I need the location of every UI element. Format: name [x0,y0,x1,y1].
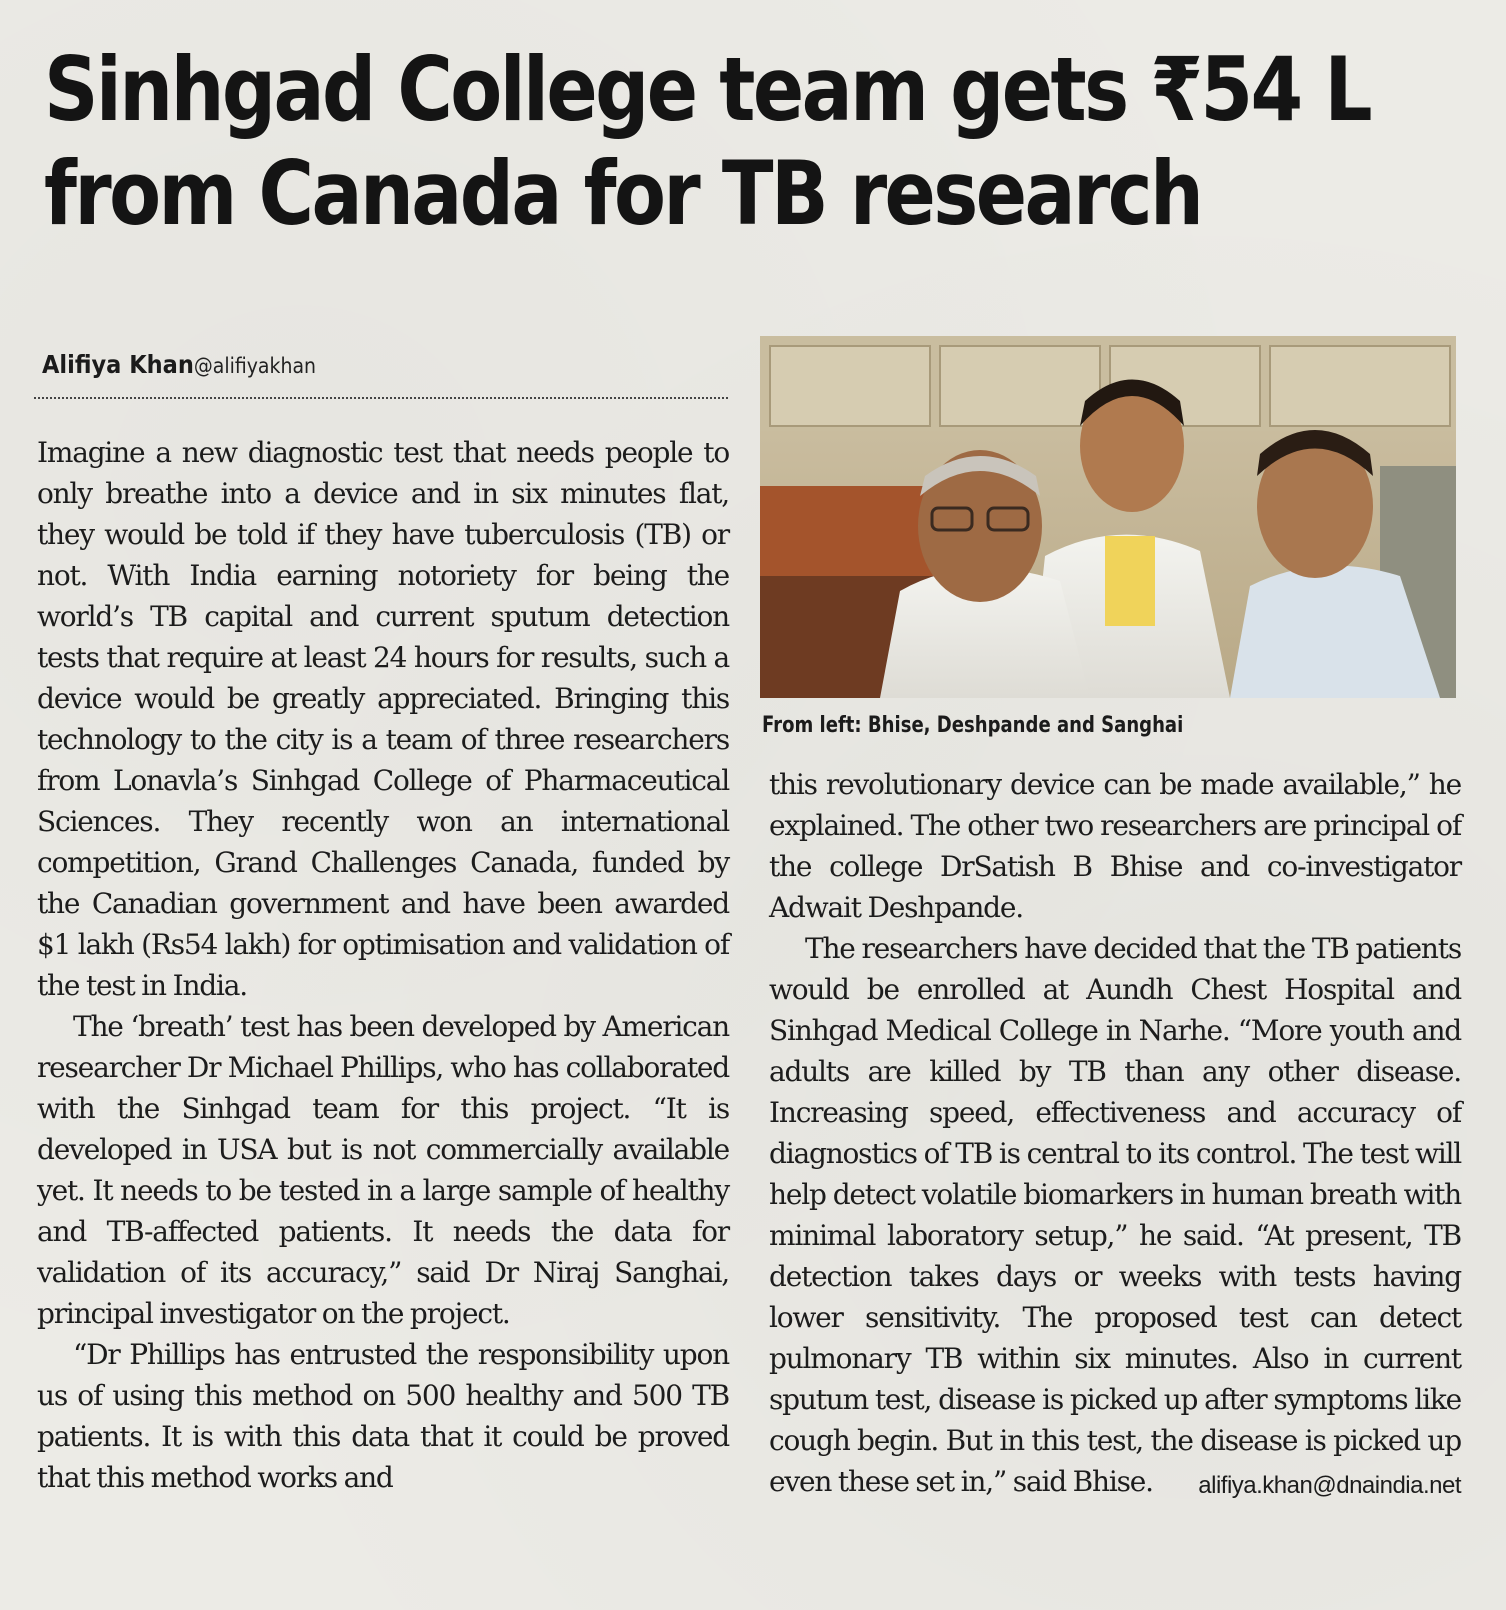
article-photo [760,336,1456,698]
researchers-photo-image [760,336,1456,698]
byline-divider [34,397,728,399]
headline-line-2: from Canada for TB research [44,142,1202,245]
paragraph-3-start: “Dr Phillips has entrusted the responsibility upon us of using this method on 500 healthy and 500 TB patients. It is with this data that it could be proved that this method works and [37,1338,729,1494]
paragraph-1: Imagine a new diagnostic test that needs people to only breathe into a device and in six minutes flat, they would be told if they have tuberculosis (TB) or not. With India earning notoriety for being the world’s TB capital and current sputum detection tests that require at least 24 hours for results, such a device would be greatly appreciated. Bringing this technology to the city is a team of three researchers from Lonavla’s Sinhgad College of Pharmaceutical Sciences. They recently won an international competition, Grand Challenges Canada, funded by the Canadian government and have been awarded $1 lakh (Rs54 lakh) for optimisation and validation of the test in India. [37,436,729,1002]
paragraph-3-end: this revolutionary device can be made available,” he explained. The other two researchers are principal of the college DrSatish B Bhise and co-investigator Adwait Deshpande. [769,768,1461,924]
article-column-right [769,764,1461,1506]
paragraph-4-text: The researchers have decided that the TB patients would be enrolled at Aundh Chest Hospital and Sinhgad Medical College in Narhe. “More youth and adults are killed by TB than any other disease. Increasing speed, effectiveness and accuracy of diagnostics of TB is central to its control. The test will help detect volatile biomarkers in human breath with minimal laboratory setup,” he said. “At present, TB detection takes days or weeks with tests having lower sensitivity. The proposed test can detect pulmonary TB within six minutes. Also in current sputum test, disease is picked up after symptoms like cough begin. But in this test, the disease is picked up even these set in,” said Bhise. [769,932,1461,1498]
headline [44,38,1370,246]
author-email: alifiya.khan@dnaindia.net [1198,1472,1461,1499]
paragraph-2: The ‘breath’ test has been developed by American researcher Dr Michael Phillips, who has collaborated with the Sinhgad team for this project. “It is developed in USA but is not commercially available yet. It needs to be tested in a large sample of healthy and TB-affected patients. It needs the data for validation of its accuracy,” said Dr Niraj Sanghai, principal investigator on the project. [37,1010,729,1330]
article-column-left [37,432,729,1498]
byline [42,350,316,379]
byline-handle: @alifiyakhan [193,354,317,378]
byline-author: Alifiya Khan [42,350,194,379]
photo-caption: From left: Bhise, Deshpande and Sanghai [762,713,1184,738]
headline-line-1: Sinhgad College team gets ₹54 L [44,38,1370,141]
paragraph-4 [769,928,1461,1502]
